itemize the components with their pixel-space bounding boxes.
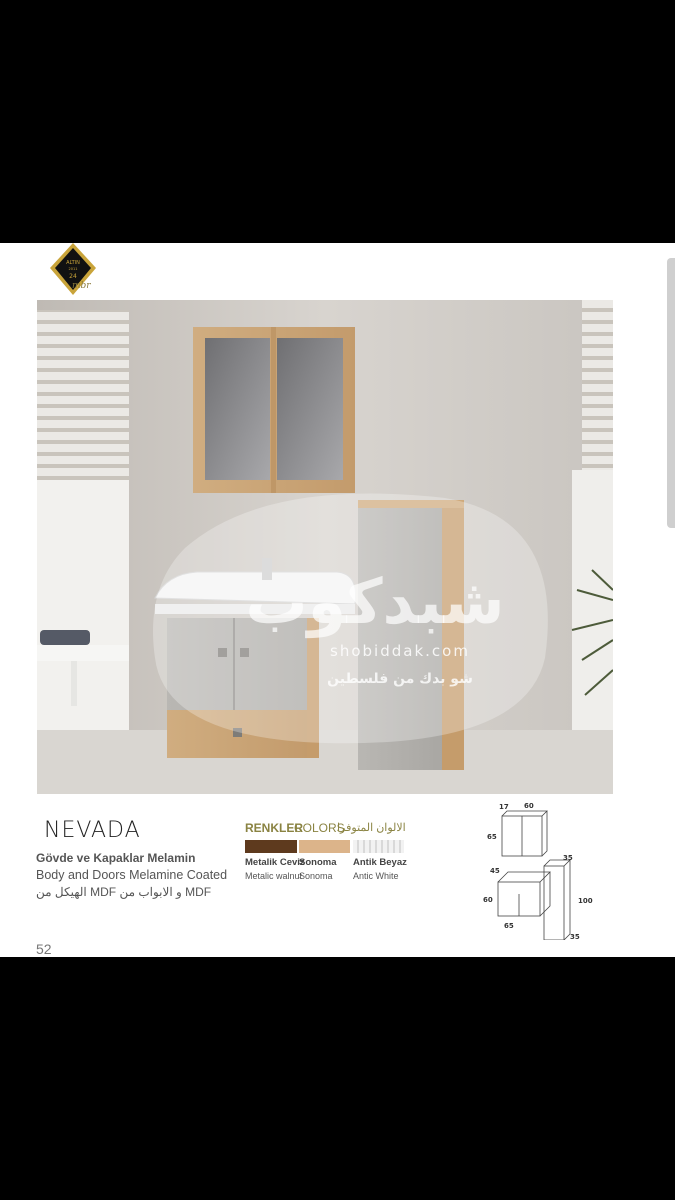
dim-col-width: 35 bbox=[570, 933, 580, 940]
dim-col-depth: 35 bbox=[563, 854, 573, 862]
description-turkish: Gövde ve Kapaklar Melamin bbox=[36, 851, 196, 865]
dim-sink-depth: 45 bbox=[490, 867, 500, 875]
colors-title-arabic: الالوان المتوفرا bbox=[337, 822, 406, 834]
description-arabic: الهيكل من MDF و الابواب من MDF bbox=[36, 885, 212, 899]
logo-text-mid: 2011 bbox=[68, 267, 78, 271]
watermark-arabic-sub: شو بدك من فلسطين bbox=[327, 671, 473, 687]
product-name: NEVADA bbox=[44, 818, 141, 843]
watermark-domain: shobiddak.com bbox=[330, 642, 470, 660]
dim-col-height: 100 bbox=[578, 897, 593, 905]
scrollbar[interactable] bbox=[667, 258, 675, 528]
dim-top-height: 65 bbox=[487, 833, 497, 841]
logo-text-top: ALTIN bbox=[66, 260, 80, 266]
logo-text-num: 24 bbox=[69, 273, 77, 280]
watermark bbox=[145, 488, 565, 758]
swatch-sonoma bbox=[299, 840, 350, 853]
color-en-metalic-walnut: Metalic walnut bbox=[245, 871, 303, 881]
color-en-sonoma: Sonoma bbox=[299, 871, 333, 881]
dim-sink-width: 65 bbox=[504, 922, 514, 930]
logo-signature: mbr bbox=[72, 281, 91, 291]
description-english: Body and Doors Melamine Coated bbox=[36, 868, 228, 882]
catalog-page bbox=[0, 243, 675, 957]
color-name-metalik-ceviz: Metalik Ceviz bbox=[245, 857, 305, 868]
color-name-sonoma: Sonoma bbox=[299, 857, 337, 868]
page-number: 52 bbox=[36, 941, 52, 957]
dim-top-depth: 17 bbox=[499, 803, 509, 811]
dim-top-width: 60 bbox=[524, 802, 534, 810]
color-name-antik-beyaz: Antik Beyaz bbox=[353, 857, 407, 868]
watermark-arabic: شبدكوب bbox=[245, 565, 505, 638]
swatch-metalik-ceviz bbox=[245, 840, 297, 853]
color-en-antic-white: Antic White bbox=[353, 871, 399, 881]
colors-title-turkish: RENKLER bbox=[245, 821, 304, 835]
colors-title-english: COLORS bbox=[294, 821, 345, 835]
dim-sink-height: 60 bbox=[483, 896, 493, 904]
swatch-antik-beyaz bbox=[353, 840, 404, 853]
dimension-diagram bbox=[482, 800, 602, 940]
